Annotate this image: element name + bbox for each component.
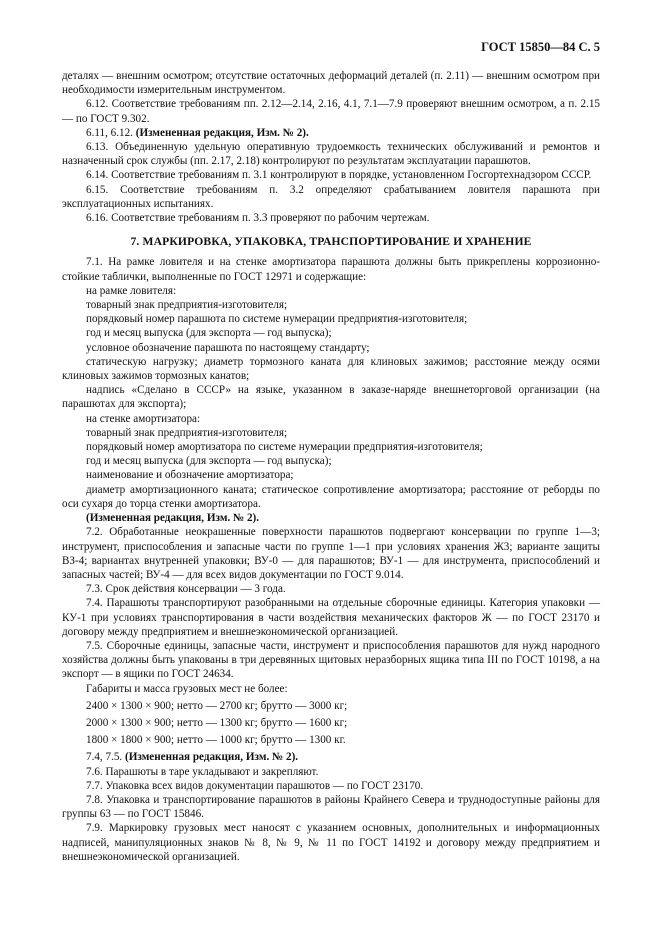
document-body (62, 69, 600, 864)
paragraph-7-8: 7.8. Упаковка и транспортирование парашютов в районы Крайнего Севера и труднодоступные районы для группы 63 — по ГОСТ 15846. (62, 793, 600, 821)
paragraph-6-15: 6.15. Соответствие требованиям п. 3.2 определяют срабатыванием ловителя парашюта при эксплуатационных испытаниях. (62, 183, 600, 210)
paragraph-made-in: надпись «Сделано в СССР» на языке, указанном в заказе-наряде внешнеторговой организации (на парашютах для экспорта); (62, 384, 600, 411)
list-item: условное обозначение парашюта по настоящему стандарту; (86, 341, 370, 354)
list-item: товарный знак предприятия-изготовителя; (86, 426, 288, 439)
amendment-ref: 6.11, 6.12. (86, 126, 133, 139)
paragraph-7-2: 7.2. Обработанные неокрашенные поверхности парашютов подвергают консервации по группе 1—3; инструмент, приспособления и запасные части по группе 1—1 при условиях хранения Ж3; варианте защиты ВЗ-4; вариантах внутренней упаковки; ВУ-0 — для парашютов; ВУ-1 — для инструмента, приспособлений и запасных частей; ВУ-4 — для всех видов документации по ГОСТ 9.014. (62, 526, 600, 581)
paragraph-continuation: деталях — внешним осмотром; отсутствие остаточных деформаций деталей (п. 2.11) — внешним осмотром при необходимости измерительным инструментом. (62, 70, 600, 97)
list-item: порядковый номер амортизатора по системе нумерации предприятия-изготовителя; (86, 441, 483, 454)
paragraph-6-16: 6.16. Соответствие требованиям п. 3.3 проверяют по рабочим чертежам. (86, 212, 430, 225)
paragraph-7-7: 7.7. Упаковка всех видов документации парашютов — по ГОСТ 23170. (86, 779, 424, 792)
amendment-note: (Измененная редакция, Изм. № 2). (135, 126, 309, 139)
list-item: порядковый номер парашюта по системе нумерации предприятия-изготовителя; (86, 313, 468, 326)
paragraph-static-load: статическую нагрузку; диаметр тормозного каната для клиновых зажимов; расстояние между осями клиновых зажимов тормозных канатов; (62, 355, 600, 383)
paragraph-7-9: 7.9. Маркировку грузовых мест наносят с указанием основных, дополнительных и информационных надписей, манипуляционных знаков № 8, № 9, № 11 по ГОСТ 14192 и договору между предприятием и внешнеэкономической организацией. (62, 822, 600, 863)
paragraph-6-12: 6.12. Соответствие требованиям пп. 2.12—2.14, 2.16, 4.1, 7.1—7.9 проверяют внешним осмотром, а п. 2.15 — по ГОСТ 9.302. (62, 98, 600, 125)
paragraph-diameter: диаметр амортизационного каната; статическое сопротивление амортизатора; расстояние от реборды по оси сухаря до торца стенки амортизатора. (62, 483, 600, 510)
paragraph-7-4: 7.4. Парашюты транспортируют разобранными на отдельные сборочные единицы. Категория упаковки — КУ-1 при условиях транспортирования в части воздействия механических факторов Ж — по ГОСТ 23170 и договору между предприятием и внешнеэкономической организацией. (62, 597, 600, 638)
amendment-ref: 7.4, 7.5. (86, 751, 123, 764)
paragraph-7-3: 7.3. Срок действия консервации — 3 года. (86, 583, 286, 596)
paragraph-6-14: 6.14. Соответствие требованиям п. 3.1 контролируют в порядке, установленном Госгортехнадзором СССР. (86, 169, 592, 182)
paragraph-7-1: 7.1. На рамке ловителя и на стенке амортизатора парашюта должны быть прикреплены коррозионно-стойкие таблички, выполненные по ГОСТ 12971 и содержащие: (62, 256, 600, 283)
list-item: год и месяц выпуска (для экспорта — год выпуска); (86, 455, 332, 468)
amendment-note: (Измененная редакция, Изм. № 2). (86, 512, 260, 525)
list-item: наименование и обозначение амортизатора; (86, 469, 294, 482)
list-item: на рамке ловителя: (86, 284, 177, 297)
list-item: год и месяц выпуска (для экспорта — год выпуска); (86, 327, 332, 340)
list-item: на стенке амортизатора: (86, 412, 201, 425)
page-header: ГОСТ 15850—84 С. 5 (481, 40, 600, 54)
paragraph-6-11-amendment (62, 126, 600, 140)
dimension-row: 2000 × 1300 × 900; нетто — 1300 кг; брутто — 1600 кг; (86, 716, 348, 729)
paragraph-7-6: 7.6. Парашюты в таре укладывают и закрепляют. (86, 765, 319, 778)
paragraph-6-13: 6.13. Объединенную удельную оперативную трудоемкость технических обслуживаний и ремонтов и назначенный срок службы (пп. 2.17, 2.18) контролируют по результатам эксплуатации парашютов. (62, 141, 600, 168)
list-item: товарный знак предприятия-изготовителя; (86, 299, 288, 312)
amendment-note: (Измененная редакция, Изм. № 2). (125, 751, 299, 764)
dimensions-title: Габариты и масса грузовых мест не более: (86, 682, 288, 695)
dimension-row: 2400 × 1300 × 900; нетто — 2700 кг; брутто — 3000 кг; (86, 699, 348, 712)
paragraph-7-5: 7.5. Сборочные единицы, запасные части, инструмент и приспособления парашютов для нужд народного хозяйства должны быть упакованы в три деревянных щитовых неразборных ящика типа III по ГОСТ 10198, а на экспорт — в ящики по ГОСТ 24634. (62, 639, 600, 681)
dimension-row: 1800 × 1800 × 900; нетто — 1000 кг; брутто — 1300 кг. (86, 734, 346, 747)
section-7-title: 7. МАРКИРОВКА, УПАКОВКА, ТРАНСПОРТИРОВАНИЕ И ХРАНЕНИЕ (130, 235, 532, 249)
paragraph-7-4-7-5-amendment (62, 750, 600, 764)
